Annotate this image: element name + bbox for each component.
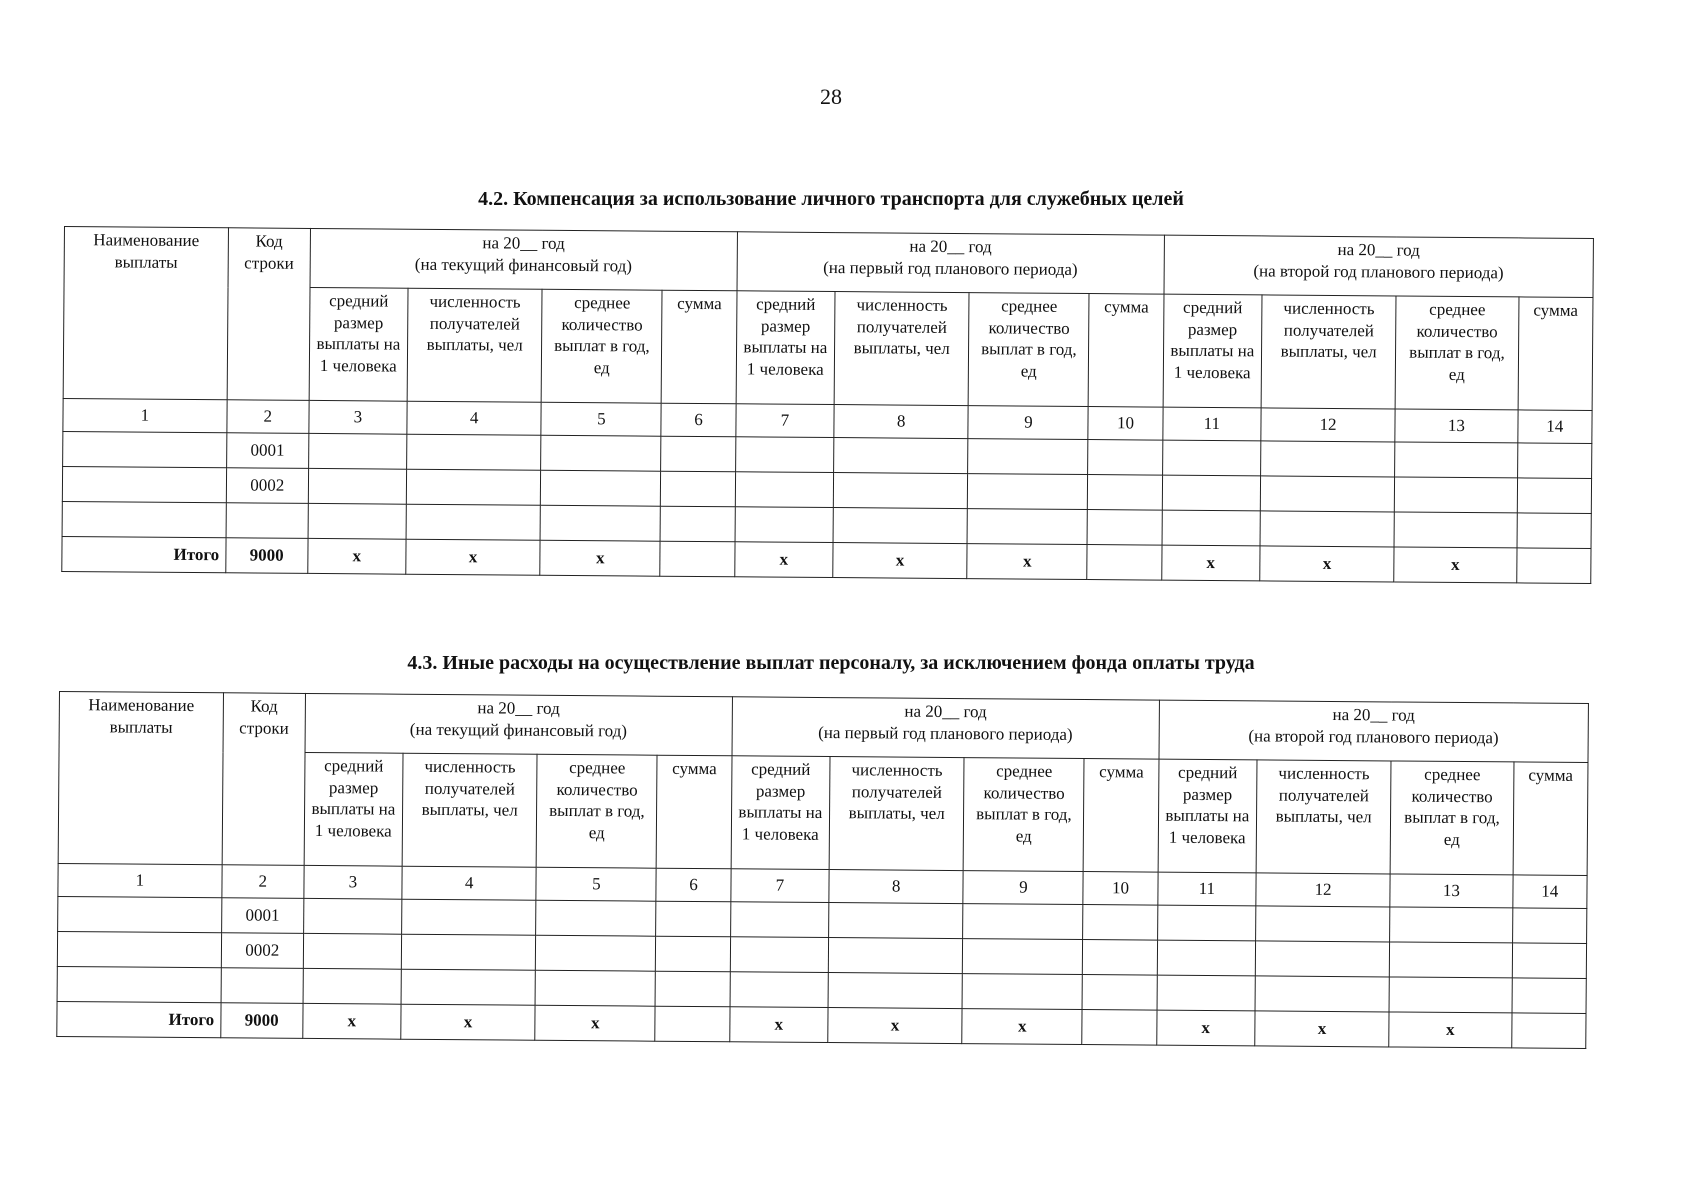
data-cell (540, 505, 660, 541)
total-cell: x (1156, 1010, 1255, 1046)
total-cell: x (307, 538, 406, 574)
column-number: 2 (227, 400, 309, 434)
data-cell (1517, 513, 1592, 549)
data-cell (1394, 512, 1517, 548)
data-cell (833, 508, 968, 544)
total-cell: x (729, 1007, 828, 1043)
column-header-avg-count: среднее количество выплат в год, ед (536, 754, 657, 868)
data-cell (1395, 477, 1518, 513)
column-number: 3 (309, 400, 408, 434)
column-number: 8 (834, 405, 969, 439)
period-year-label: на 20__ год (1332, 705, 1415, 725)
data-cell (735, 507, 834, 543)
data-cell (308, 468, 407, 504)
data-cell (1088, 475, 1163, 511)
total-code: 9000 (221, 1003, 303, 1039)
row-code-cell: 0002 (221, 933, 303, 969)
column-header-recipients: численность получателей выплаты, чел (829, 757, 964, 871)
column-header-avg-size: средний размер выплаты на 1 человека (1163, 294, 1262, 408)
column-number: 14 (1512, 875, 1587, 909)
column-number: 8 (829, 870, 964, 904)
other-personnel-expenses-table (56, 691, 1589, 1049)
period-second-label: (на второй год планового периода) (1253, 260, 1504, 282)
total-cell: x (962, 1009, 1082, 1045)
total-cell: x (540, 540, 660, 576)
column-header-avg-size: средний размер выплаты на 1 человека (304, 752, 403, 866)
total-cell (1516, 548, 1591, 584)
column-group-period-second (1164, 235, 1594, 297)
data-cell (834, 438, 969, 474)
data-cell (541, 435, 661, 471)
period-first-label: (на первый год планового периода) (818, 722, 1073, 744)
data-cell (1260, 511, 1395, 547)
section-title-4-2: 4.2. Компенсация за использование личного транспорта для служебных целей (478, 188, 1184, 210)
total-cell: x (833, 543, 968, 579)
data-cell (401, 934, 536, 970)
data-cell (1512, 978, 1587, 1014)
data-cell (661, 471, 736, 507)
data-cell (303, 933, 402, 969)
header-row (64, 227, 1593, 298)
data-cell (406, 504, 541, 540)
total-cell (1511, 1013, 1586, 1049)
data-cell (1517, 478, 1592, 514)
total-cell (1087, 545, 1162, 581)
column-number: 1 (58, 863, 222, 897)
data-cell (303, 898, 402, 934)
column-group-period-second (1159, 700, 1589, 762)
data-cell (1088, 440, 1163, 476)
period-year-label: на 20__ год (477, 698, 560, 718)
column-group-period-first (737, 232, 1164, 294)
data-cell (1260, 476, 1395, 512)
total-cell: x (1394, 547, 1517, 583)
period-current-label: (на текущий финансовый год) (414, 254, 633, 276)
column-header-avg-size: средний размер выплаты на 1 человека (736, 291, 835, 405)
row-name-cell (58, 896, 222, 932)
data-cell (1390, 907, 1513, 943)
column-header-code: Код строки (227, 228, 310, 401)
data-cell (1157, 940, 1256, 976)
column-header-avg-count: среднее количество выплат в год, ед (1395, 296, 1518, 410)
column-number: 7 (731, 869, 830, 903)
period-year-label: на 20__ год (482, 233, 565, 253)
data-cell (1083, 905, 1158, 941)
column-number: 10 (1088, 407, 1163, 441)
data-cell (1517, 443, 1592, 479)
column-number: 6 (661, 403, 736, 437)
data-cell (1261, 441, 1396, 477)
total-cell (655, 1006, 730, 1042)
column-header-sum: сумма (1518, 297, 1593, 411)
total-cell: x (302, 1003, 401, 1039)
total-cell: x (1255, 1011, 1390, 1047)
column-header-avg-size: средний размер выплаты на 1 человека (309, 287, 408, 401)
data-cell (1162, 475, 1261, 511)
column-header-name: Наименование выплаты (58, 692, 223, 865)
total-cell: x (1389, 1012, 1512, 1048)
page-number: 28 (820, 84, 842, 109)
column-header-sum: сумма (1084, 759, 1159, 873)
column-header-avg-count: среднее количество выплат в год, ед (968, 293, 1089, 407)
data-cell (1512, 908, 1587, 944)
header-row (59, 692, 1588, 763)
period-year-label: на 20__ год (1337, 240, 1420, 260)
total-cell: x (1260, 546, 1395, 582)
total-cell: x (828, 1008, 963, 1044)
period-current-label: (на текущий финансовый год) (409, 719, 628, 741)
total-code: 9000 (226, 538, 308, 574)
data-cell (1255, 941, 1390, 977)
column-header-avg-count: среднее количество выплат в год, ед (541, 289, 662, 403)
column-number: 12 (1256, 873, 1391, 907)
column-header-recipients: численность получателей выплаты, чел (1261, 295, 1396, 409)
data-cell (1087, 510, 1162, 546)
total-cell (1082, 1010, 1157, 1046)
row-code-cell: 0001 (221, 898, 303, 934)
data-cell (1512, 943, 1587, 979)
column-header-sum: сумма (662, 290, 737, 404)
data-cell (967, 509, 1087, 545)
data-cell (968, 474, 1088, 510)
row-name-cell (57, 966, 221, 1002)
column-number: 10 (1083, 872, 1158, 906)
column-header-name: Наименование выплаты (63, 227, 228, 400)
data-cell (829, 903, 964, 939)
data-cell (308, 503, 407, 539)
data-cell (730, 972, 829, 1008)
data-cell (541, 470, 661, 506)
row-code-cell: 0001 (226, 433, 308, 469)
data-cell (661, 436, 736, 472)
total-cell: x (734, 542, 833, 578)
row-code-cell (226, 503, 308, 539)
data-cell (962, 974, 1082, 1010)
total-label: Итого (57, 1001, 221, 1037)
column-number: 4 (407, 401, 542, 435)
column-number: 11 (1158, 872, 1257, 906)
data-cell (968, 439, 1088, 475)
row-code-cell: 0002 (226, 468, 308, 504)
period-year-label: на 20__ год (904, 701, 987, 722)
data-cell (735, 472, 834, 508)
period-second-label: (на второй год планового периода) (1248, 725, 1499, 747)
data-cell (656, 901, 731, 937)
column-number: 13 (1395, 409, 1518, 443)
total-cell: x (1161, 545, 1260, 581)
column-header-avg-count: среднее количество выплат в год, ед (1390, 761, 1513, 875)
total-cell: x (967, 544, 1087, 580)
data-cell (730, 902, 829, 938)
data-cell (536, 900, 656, 936)
data-cell (1389, 977, 1512, 1013)
data-cell (833, 473, 968, 509)
data-cell (1390, 942, 1513, 978)
column-header-recipients: численность получателей выплаты, чел (834, 292, 969, 406)
data-cell (828, 973, 963, 1009)
total-cell: x (535, 1005, 655, 1041)
period-first-label: (на первый год планового периода) (823, 257, 1078, 279)
column-number: 12 (1261, 408, 1396, 442)
data-cell (1083, 940, 1158, 976)
column-number: 5 (536, 867, 656, 901)
data-cell (406, 469, 541, 505)
column-number: 1 (63, 398, 227, 432)
column-header-avg-count: среднее количество выплат в год, ед (963, 758, 1084, 872)
data-cell (536, 935, 656, 971)
data-cell (656, 936, 731, 972)
data-cell (535, 970, 655, 1006)
column-header-sum: сумма (657, 755, 732, 869)
row-name-cell (63, 431, 227, 467)
column-header-sum: сумма (1513, 762, 1588, 876)
column-number: 13 (1390, 874, 1513, 908)
column-number: 6 (656, 868, 731, 902)
section-title-4-3: 4.3. Иные расходы на осуществление выплат персоналу, за исключением фонда оплаты труда (407, 652, 1255, 674)
column-number: 3 (304, 865, 403, 899)
data-cell (660, 506, 735, 542)
column-header-sum: сумма (1089, 294, 1164, 408)
column-number: 11 (1163, 407, 1262, 441)
data-cell (1162, 510, 1261, 546)
period-year-label: на 20__ год (909, 236, 992, 257)
data-cell (401, 969, 536, 1005)
column-number: 2 (222, 865, 304, 899)
column-header-recipients: численность получателей выплаты, чел (1256, 760, 1391, 874)
row-code-cell (221, 968, 303, 1004)
data-cell (1157, 975, 1256, 1011)
column-header-avg-size: средний размер выплаты на 1 человека (731, 756, 830, 870)
data-cell (655, 971, 730, 1007)
data-cell (828, 938, 963, 974)
data-cell (402, 899, 537, 935)
column-group-period-current (305, 693, 732, 755)
column-header-recipients: численность получателей выплаты, чел (402, 753, 537, 867)
column-group-period-current (310, 228, 737, 290)
data-cell (1157, 905, 1256, 941)
column-number: 9 (963, 871, 1083, 905)
data-cell (963, 904, 1083, 940)
row-name-cell (57, 931, 221, 967)
row-name-cell (62, 501, 226, 537)
total-cell (660, 541, 735, 577)
column-number: 14 (1517, 410, 1592, 444)
data-cell (963, 939, 1083, 975)
column-number: 5 (541, 402, 661, 436)
total-cell: x (401, 1004, 536, 1040)
data-cell (1162, 440, 1261, 476)
row-name-cell (62, 466, 226, 502)
column-header-avg-size: средний размер выплаты на 1 человека (1158, 759, 1257, 873)
total-label: Итого (62, 536, 226, 572)
total-cell: x (406, 539, 541, 575)
column-header-code: Код строки (222, 693, 305, 866)
data-cell (1256, 906, 1391, 942)
column-group-period-first (732, 697, 1159, 759)
compensation-transport-table (61, 226, 1594, 584)
column-header-recipients: численность получателей выплаты, чел (407, 288, 542, 402)
column-number: 9 (968, 406, 1088, 440)
data-cell (407, 434, 542, 470)
data-cell (303, 968, 402, 1004)
data-cell (1082, 975, 1157, 1011)
data-cell (1255, 976, 1390, 1012)
column-number: 7 (736, 404, 835, 438)
data-cell (1395, 442, 1518, 478)
data-cell (735, 437, 834, 473)
column-number: 4 (402, 866, 537, 900)
data-cell (308, 433, 407, 469)
data-cell (730, 937, 829, 973)
